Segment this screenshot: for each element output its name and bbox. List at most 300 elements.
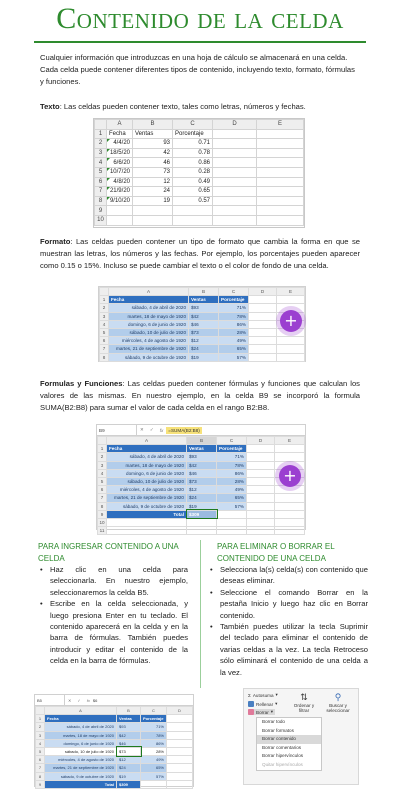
cell[interactable] [167, 772, 193, 780]
cell[interactable] [107, 518, 187, 526]
fill-icon [248, 701, 254, 707]
col-header: A [107, 437, 187, 445]
texto-paragraph [40, 101, 360, 113]
buscar-button[interactable] [322, 692, 354, 714]
intro-paragraph: Cualquier información que introduzcas en una hoja de cálculo se almacenará en una celda. Cada celda puede contener diferentes tipos de contenido, incluyendo texto, formato, fórmulas y funciones. [40, 53, 355, 86]
cell[interactable]: domingo, 6 de junio de 1920 [109, 320, 189, 328]
cell[interactable] [107, 527, 187, 535]
function-icon[interactable]: fx [159, 427, 164, 433]
menu-item-borrar-hipervinculos[interactable]: Borrar hipervínculos [262, 753, 304, 759]
editing-ribbon-group [243, 688, 359, 785]
cell[interactable] [277, 353, 305, 361]
page-title: Contenido de la celda [56, 2, 344, 35]
cell[interactable] [247, 486, 275, 494]
cell[interactable]: 49% [141, 756, 167, 764]
row-number: 5 [36, 747, 45, 755]
plus-icon[interactable]: + [279, 465, 301, 487]
insert-content-steps [38, 564, 188, 667]
col-header: E [257, 120, 304, 130]
cell[interactable]: $93 [187, 453, 217, 461]
cell[interactable] [277, 337, 305, 345]
texto-body: : Las celdas pueden contener texto, tales como letras, números y fechas. [59, 102, 306, 111]
cell[interactable] [173, 215, 213, 225]
col-header: D [167, 707, 193, 715]
cell[interactable]: $19 [187, 502, 217, 510]
cell[interactable]: 71% [217, 453, 247, 461]
cell[interactable] [257, 215, 304, 225]
cell[interactable]: 28% [219, 328, 249, 336]
total-cell-selected[interactable]: $309 [187, 510, 217, 518]
cell[interactable]: 0.49 [173, 177, 213, 187]
cell[interactable]: martes, 21 de septiembre de 1920 [45, 764, 117, 772]
cell[interactable]: 71% [141, 723, 167, 731]
cell[interactable] [217, 510, 247, 518]
cell[interactable]: $93 [117, 723, 141, 731]
formula-input[interactable]: =SUMA(B2:B8) [168, 427, 200, 433]
cell[interactable]: $24 [117, 764, 141, 772]
cell[interactable]: 65% [141, 764, 167, 772]
cell[interactable]: sábado, 4 de abril de 2020 [107, 453, 187, 461]
cell[interactable]: 65% [217, 494, 247, 502]
corner-cell [95, 120, 107, 130]
header-cell[interactable]: Fecha [107, 445, 187, 453]
formulas-paragraph [40, 378, 360, 413]
cell[interactable] [257, 177, 304, 187]
cell[interactable] [213, 215, 257, 225]
cell[interactable]: $46 [117, 739, 141, 747]
formulas-label: Formulas y Funciones [40, 379, 123, 388]
row-number: 7 [36, 764, 45, 772]
cell[interactable]: domingo, 6 de junio de 1920 [45, 739, 117, 747]
borrar-dropdown-menu [256, 717, 322, 771]
cell[interactable] [173, 206, 213, 216]
formato-label: Formato [40, 237, 71, 246]
cell[interactable] [249, 345, 277, 353]
cell[interactable]: sábado, 4 de abril de 2020 [109, 304, 189, 312]
cancel-icon[interactable]: ✕ [140, 427, 144, 432]
ordenar-button[interactable] [292, 692, 316, 714]
cell[interactable] [167, 747, 193, 755]
sort-filter-icon: ⇅ [300, 692, 308, 702]
cell[interactable] [257, 139, 304, 149]
col-header: C [217, 437, 247, 445]
confirm-icon[interactable]: ✓ [149, 427, 154, 432]
cell[interactable]: 78% [217, 461, 247, 469]
row-number: 3 [95, 148, 107, 158]
row-number: 1 [95, 129, 107, 139]
cell[interactable] [213, 196, 257, 206]
formulas-body: : Las celdas pueden contener fórmulas y funciones que calculan los valores de las mismas. En nuestro ejemplo, en la celda B9 se incorporó la formula SUMA(B2:B8) para sumar el valor de cada celda en el rango B2:B8. [40, 379, 360, 412]
row-number: 11 [98, 527, 107, 535]
cell[interactable] [133, 206, 173, 216]
header-cell[interactable]: Porcentaje [217, 445, 247, 453]
header-cell[interactable]: Porcentaje [219, 296, 249, 304]
row-number: 4 [100, 320, 109, 328]
cell[interactable]: $73 [189, 328, 219, 336]
cell[interactable]: 0.28 [173, 167, 213, 177]
cell[interactable]: 21/9/20 [107, 187, 133, 197]
cell[interactable] [217, 527, 247, 535]
header-cell[interactable]: Porcentaje [173, 129, 213, 139]
cell[interactable] [275, 445, 305, 453]
cell[interactable]: 0.71 [173, 139, 213, 149]
col-header: B [117, 707, 141, 715]
cell[interactable]: 24 [133, 187, 173, 197]
cell[interactable]: 86% [141, 739, 167, 747]
chevron-down-icon: ▾ [275, 692, 278, 697]
cell[interactable] [247, 461, 275, 469]
cancel-icon[interactable]: ✕ [68, 697, 72, 703]
cell[interactable] [249, 337, 277, 345]
cell[interactable]: 0.65 [173, 187, 213, 197]
cell[interactable]: $12 [189, 337, 219, 345]
cell[interactable] [249, 296, 277, 304]
cell[interactable] [213, 158, 257, 168]
row-number: 10 [95, 215, 107, 225]
cell[interactable]: 6/6/20 [107, 158, 133, 168]
col-header: D [213, 120, 257, 130]
cell[interactable] [249, 353, 277, 361]
row-number: 10 [99, 519, 105, 525]
row-number: 1 [36, 715, 45, 723]
formula-bar [35, 695, 193, 706]
cell[interactable] [275, 494, 305, 502]
cell[interactable]: $93 [189, 304, 219, 312]
cell[interactable]: 78% [219, 312, 249, 320]
name-box[interactable]: B5 [35, 695, 65, 705]
row-number: 6 [95, 177, 107, 187]
cell[interactable]: 4/8/20 [107, 177, 133, 187]
cell[interactable] [275, 518, 305, 526]
rellenar-label: Rellenar [256, 701, 274, 707]
cell[interactable] [133, 215, 173, 225]
formato-body: : Las celdas pueden contener un tipo de formato que cambia la forma en que se muestran las letras, los números y las fechas. Por ejemplo, los porcentajes pueden aparecer como 0.15 o 15%. Incluso se puede cambiar el texto o el color de fondo de una celda. [40, 237, 360, 270]
cell[interactable]: $46 [189, 320, 219, 328]
row-number: 6 [98, 486, 107, 494]
search-icon: ⚲ [334, 692, 342, 702]
cell[interactable] [213, 177, 257, 187]
cell[interactable]: 86% [217, 469, 247, 477]
cell[interactable]: 19 [133, 196, 173, 206]
formula-bar [97, 425, 305, 436]
cell[interactable]: 28% [141, 747, 167, 755]
cell[interactable]: 0.86 [173, 158, 213, 168]
cell[interactable]: domingo, 6 de junio de 1920 [107, 469, 187, 477]
header-cell[interactable]: Ventas [189, 296, 219, 304]
cell[interactable] [249, 328, 277, 336]
row-number: 1 [100, 296, 109, 304]
menu-item-borrar-contenido[interactable]: Borrar contenido [257, 735, 321, 744]
texto-label: Texto [40, 102, 60, 111]
cell[interactable]: miércoles, 4 de agosto de 1920 [109, 337, 189, 345]
header-cell[interactable]: Porcentaje [141, 715, 167, 723]
col-header: A [45, 707, 117, 715]
cell[interactable] [213, 139, 257, 149]
borrar-button[interactable] [248, 709, 275, 715]
cell[interactable]: martes, 18 de mayo de 1920 [109, 312, 189, 320]
header-cell[interactable]: Ventas [117, 715, 141, 723]
confirm-icon[interactable]: ✓ [77, 697, 81, 703]
rellenar-button[interactable] [248, 701, 277, 707]
cell[interactable]: $12 [187, 486, 217, 494]
cell[interactable] [275, 527, 305, 535]
cell[interactable] [247, 453, 275, 461]
cell[interactable]: $12 [117, 756, 141, 764]
total-label[interactable]: Total [107, 510, 187, 518]
cell[interactable] [213, 167, 257, 177]
col-header: C [141, 707, 167, 715]
row-number: 9 [98, 510, 107, 518]
cell[interactable]: sábado, 9 de octubre de 1920 [109, 353, 189, 361]
header-cell[interactable]: Ventas [133, 129, 173, 139]
menu-item-borrar-comentarios[interactable]: Borrar comentarios [262, 744, 302, 750]
row-number: 9 [95, 206, 107, 216]
cell[interactable]: 73 [133, 167, 173, 177]
cell[interactable] [275, 453, 305, 461]
buscar-label: Buscar y seleccionar [326, 702, 350, 714]
cell[interactable]: 10/7/20 [107, 167, 133, 177]
list-item: • Escribe en la celda seleccionada, y luego presiona Enter en tu teclado. El contenido aparecerá en la celda y en la barra de fórmulas. También puedes introducir y editar el contenido de la celda en la barra de fórmulas. [38, 598, 188, 666]
cell[interactable]: 65% [219, 345, 249, 353]
borrar-label: Borrar [256, 709, 269, 715]
cell[interactable]: $42 [189, 312, 219, 320]
cell[interactable]: 4/4/20 [107, 139, 133, 149]
row-number: 4 [98, 469, 107, 477]
cell[interactable]: $19 [117, 772, 141, 780]
cell[interactable] [187, 518, 217, 526]
spreadsheet-enter-example [34, 694, 194, 787]
cell[interactable] [167, 764, 193, 772]
cell[interactable]: sábado, 10 de julio de 1920 [45, 747, 117, 755]
cell[interactable]: $24 [187, 494, 217, 502]
row-number: 2 [98, 453, 107, 461]
corner-cell [98, 437, 107, 445]
list-item: • Haz clic en una celda para seleccionarla. En nuestro ejemplo, seleccionaremos la celda B5. [38, 564, 188, 598]
cell[interactable] [213, 206, 257, 216]
cell[interactable]: 49% [217, 486, 247, 494]
cell[interactable] [247, 527, 275, 535]
col-header: D [249, 288, 277, 296]
cell[interactable]: $42 [187, 461, 217, 469]
cell[interactable]: 0.78 [173, 148, 213, 158]
delete-content-title: PARA ELIMINAR O BORRAR EL CONTENIDO DE UNA CELDA [217, 542, 335, 563]
cell[interactable] [249, 312, 277, 320]
column-divider [200, 540, 201, 688]
list-item: • También puedes utilizar la tecla Suprimir del teclado para eliminar el contenido de varias celdas a la vez. La tecla Retroceso sólo eliminará el contenido de una celda a la vez. [208, 621, 368, 678]
spreadsheet-format-example [98, 286, 306, 362]
selected-cell[interactable]: $73 [117, 747, 141, 755]
row-number: 8 [95, 196, 107, 206]
cell[interactable]: 49% [219, 337, 249, 345]
total-cell[interactable]: $309 [117, 780, 141, 788]
formato-paragraph [40, 236, 360, 271]
col-header: C [173, 120, 213, 130]
menu-item-borrar-formatos[interactable]: Borrar formatos [262, 727, 294, 733]
cell[interactable] [213, 148, 257, 158]
col-header: B [187, 437, 217, 445]
cell[interactable] [213, 129, 257, 139]
cell[interactable]: sábado, 9 de octubre de 1920 [45, 772, 117, 780]
cell[interactable]: martes, 21 de septiembre de 1920 [109, 345, 189, 353]
cell[interactable] [141, 780, 167, 788]
spreadsheet-text-example [93, 118, 305, 228]
row-number: 2 [100, 304, 109, 312]
row-number: 5 [100, 328, 109, 336]
cell[interactable]: 71% [219, 304, 249, 312]
plus-icon[interactable]: + [280, 310, 302, 332]
row-number: 4 [36, 739, 45, 747]
menu-item-borrar-todo[interactable]: Borrar todo [262, 719, 285, 724]
row-number: 5 [98, 477, 107, 485]
autosuma-button[interactable] [248, 692, 278, 698]
cell[interactable]: martes, 21 de septiembre de 1920 [107, 494, 187, 502]
cell[interactable] [257, 196, 304, 206]
cell[interactable] [167, 723, 193, 731]
cell[interactable] [167, 715, 193, 723]
cell[interactable]: martes, 18 de mayo de 1920 [45, 731, 117, 739]
cell[interactable] [247, 469, 275, 477]
cell[interactable]: martes, 18 de mayo de 1920 [107, 461, 187, 469]
cell[interactable]: 9/10/20 [107, 196, 133, 206]
row-number: 2 [36, 723, 45, 731]
chevron-down-icon: ▾ [270, 709, 274, 714]
header-cell[interactable]: Fecha [109, 296, 189, 304]
corner-cell [100, 288, 109, 296]
cell[interactable]: $24 [189, 345, 219, 353]
cell[interactable] [277, 296, 305, 304]
title-divider [34, 41, 366, 43]
list-item: • Selecciona la(s) celda(s) con contenido que deseas eliminar. [208, 564, 368, 587]
col-header: B [189, 288, 219, 296]
row-number: 3 [100, 312, 109, 320]
cell[interactable] [217, 518, 247, 526]
cell[interactable] [249, 320, 277, 328]
row-number: 6 [100, 337, 109, 345]
col-header: A [109, 288, 189, 296]
row-number: 1 [98, 445, 107, 453]
cell[interactable]: 12 [133, 177, 173, 187]
col-header: D [247, 437, 275, 445]
cell[interactable]: 93 [133, 139, 173, 149]
cell[interactable] [107, 206, 133, 216]
row-number: 3 [36, 731, 45, 739]
row-number: 6 [36, 756, 45, 764]
row-number: 2 [95, 139, 107, 149]
cell[interactable]: 46 [133, 158, 173, 168]
cell[interactable] [247, 494, 275, 502]
cell[interactable] [275, 502, 305, 510]
cell[interactable]: 57% [217, 502, 247, 510]
cell[interactable] [257, 158, 304, 168]
row-number: 7 [100, 345, 109, 353]
cell[interactable]: sábado, 10 de julio de 1920 [107, 477, 187, 485]
col-header: E [277, 288, 305, 296]
cell[interactable]: miércoles, 4 de agosto de 1920 [107, 486, 187, 494]
insert-content-title: PARA INGRESAR CONTENIDO A UNA CELDA [38, 542, 179, 563]
formula-input[interactable]: $6 [92, 697, 98, 703]
col-header: B [133, 120, 173, 130]
sigma-icon: Σ [248, 692, 251, 698]
header-cell[interactable]: Ventas [187, 445, 217, 453]
cell[interactable]: 28% [217, 477, 247, 485]
ordenar-label: Ordenar y filtrar [293, 702, 315, 714]
row-number: 9 [36, 780, 45, 788]
row-number: 7 [98, 494, 107, 502]
autosuma-label: Autosuma [252, 692, 274, 698]
cell[interactable]: 78% [141, 731, 167, 739]
cell[interactable]: 86% [219, 320, 249, 328]
delete-content-steps [208, 564, 368, 678]
row-number: 8 [98, 502, 107, 510]
cell[interactable] [257, 129, 304, 139]
cell[interactable]: sábado, 10 de julio de 1920 [109, 328, 189, 336]
eraser-icon [248, 709, 254, 715]
menu-item-quitar-hipervinculos[interactable]: Quitar hipervínculos [262, 761, 303, 767]
spreadsheet-formula-example [96, 424, 306, 534]
header-cell[interactable]: Fecha [107, 129, 133, 139]
cell[interactable] [247, 502, 275, 510]
cell[interactable] [247, 510, 275, 518]
cell[interactable] [187, 527, 217, 535]
function-icon[interactable]: fx [86, 697, 90, 703]
cell[interactable]: 57% [219, 353, 249, 361]
col-header: C [219, 288, 249, 296]
cell[interactable] [167, 739, 193, 747]
row-number: 3 [98, 461, 107, 469]
cell[interactable] [257, 187, 304, 197]
row-number: 8 [100, 353, 109, 361]
total-label[interactable]: Total [45, 780, 117, 788]
chevron-down-icon: ▾ [275, 701, 278, 706]
name-box[interactable]: B9 [97, 425, 137, 435]
corner-cell [36, 707, 45, 715]
row-number: 5 [95, 167, 107, 177]
cell[interactable] [167, 780, 193, 788]
cell[interactable] [167, 731, 193, 739]
cell[interactable] [257, 148, 304, 158]
header-cell[interactable]: Fecha [45, 715, 117, 723]
cell[interactable]: $73 [187, 477, 217, 485]
cell[interactable] [167, 756, 193, 764]
col-header: E [275, 437, 305, 445]
cell[interactable] [277, 345, 305, 353]
cell[interactable] [275, 510, 305, 518]
cell[interactable] [247, 477, 275, 485]
cell[interactable]: $42 [117, 731, 141, 739]
row-number: 7 [95, 187, 107, 197]
list-item: • Seleccione el comando Borrar en la pestaña Inicio y luego haz clic en Borrar contenido. [208, 587, 368, 621]
col-header: A [107, 120, 133, 130]
cell[interactable] [247, 445, 275, 453]
cell[interactable]: miércoles, 4 de agosto de 1920 [45, 756, 117, 764]
row-number: 8 [36, 772, 45, 780]
cell[interactable] [257, 167, 304, 177]
cell[interactable] [247, 518, 275, 526]
cell[interactable]: 42 [133, 148, 173, 158]
cell[interactable]: 0.57 [173, 196, 213, 206]
cell[interactable] [107, 215, 133, 225]
cell[interactable]: sábado, 4 de abril de 2020 [45, 723, 117, 731]
cell[interactable] [213, 187, 257, 197]
cell[interactable]: sábado, 9 de octubre de 1920 [107, 502, 187, 510]
cell[interactable]: 18/5/20 [107, 148, 133, 158]
cell[interactable]: $19 [189, 353, 219, 361]
row-number: 4 [95, 158, 107, 168]
cell[interactable] [249, 304, 277, 312]
cell[interactable] [257, 206, 304, 216]
cell[interactable]: $46 [187, 469, 217, 477]
cell[interactable]: 57% [141, 772, 167, 780]
